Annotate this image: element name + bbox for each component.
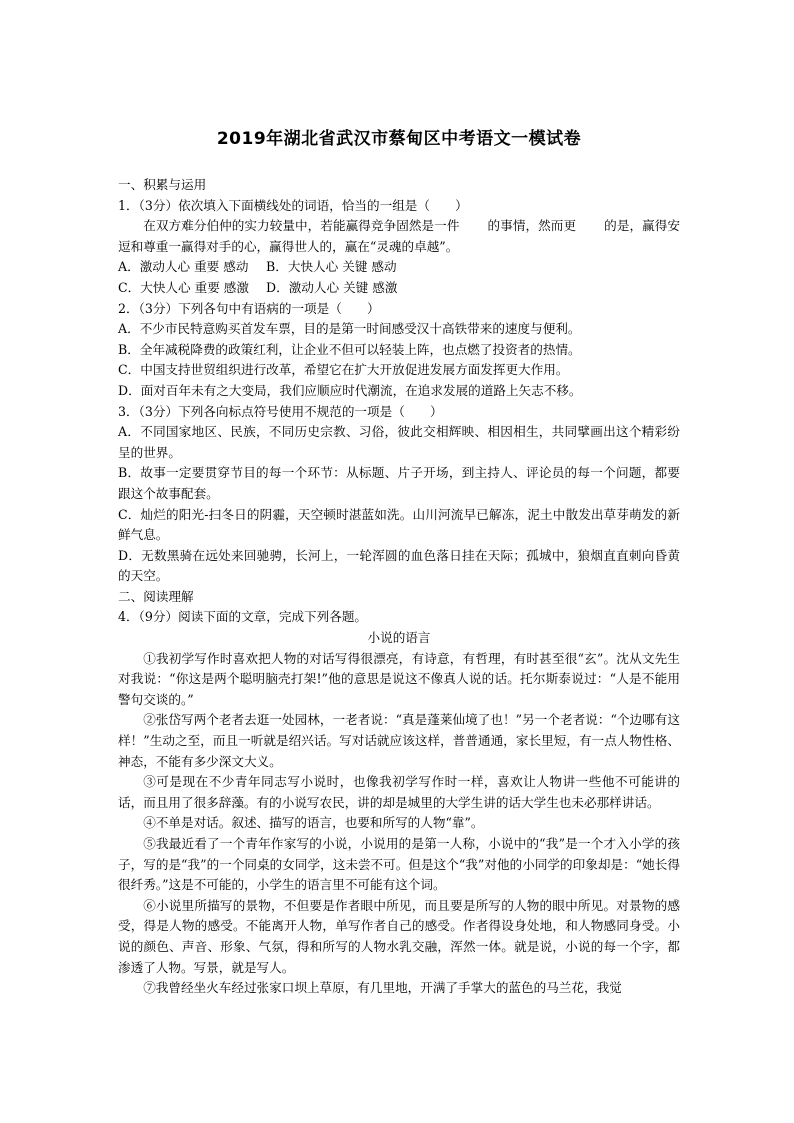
question-4-stem: 4．（9分）阅读下面的文章，完成下列各题。	[118, 609, 368, 625]
section-heading-1: 一、积累与运用	[118, 177, 207, 192]
question-1-stem: 1．（3分）依次填入下面横线处的词语，恰当的一组是（ ）	[118, 197, 468, 213]
option-c: C．大快人心 重要 感激	[118, 279, 249, 295]
article-paragraph-4: ④不单是对话。叙述、描写的语言，也要和所写的人物“靠”。	[143, 815, 484, 831]
article-paragraph-5: ⑤我最近看了一个青年作家写的小说，小说用的是第一人称，小说中的“我”是一个才入小学的孩子，写的是“我”的一个同桌的女同学，这未尝不可。但是这个“我”对他的小同学的印象却是：“她长得很纤秀。”这是不可能的，小学生的语言里不可能有这个词。	[118, 836, 680, 893]
question-2-option-d: D．面对百年未有之大变局，我们应顺应时代潮流，在追求发展的道路上矢志不移。	[118, 382, 582, 398]
question-1-passage	[118, 216, 680, 257]
article-paragraph-6: ⑥小说里所描写的景物，不但要是作者眼中所见，而且要是所写的人物的眼中所见。对景物的感受，得是人物的感受。不能离开人物，单写作者自己的感受。作者得设身处地，和人物感同身受。小说的颜色、声音、形象、气氛，得和所写的人物水乳交融，浑然一体。就是说，小说的每一个字，都渗透了人物。写景，就是写人。	[118, 897, 680, 975]
question-2-stem: 2．（3分）下列各句中有语病的一项是（ ）	[118, 300, 380, 316]
question-1-options-row-1	[118, 257, 680, 278]
question-3-option-a: A．不同国家地区、民族，不同历史宗教、习俗，彼此交相辉映、相因相生，共同擘画出这个精彩纷呈的世界。	[118, 424, 680, 460]
passage-part-2: 的事情，然而更	[487, 218, 577, 234]
question-2-option-c: C．中国支持世贸组织进行改革，希望它在扩大开放促进发展方面发挥更大作用。	[118, 362, 569, 378]
question-2-option-a: A．不少市民特意购买首发车票，目的是第一时间感受汉十高铁带来的速度与便利。	[118, 321, 581, 337]
question-3-option-b: B．故事一定要贯穿节目的每一个环节：从标题、片子开场，到主持人、评论员的每一个问题，都要跟这个故事配套。	[118, 465, 680, 501]
question-1-options-row-2	[118, 278, 680, 299]
question-2-option-b: B．全年减税降费的政策红利，让企业不但可以轻装上阵，也点燃了投资者的热情。	[118, 341, 581, 357]
article-paragraph-3: ③可是现在不少青年同志写小说时，也像我初学写作时一样，喜欢让人物讲一些他不可能讲的话，而且用了很多辞藻。有的小说写农民，讲的却是城里的大学生讲的话大学生也未必那样讲话。	[118, 774, 680, 810]
question-3-option-c: C．灿烂的阳光-扫冬日的阴霾，天空顿时湛蓝如洗。山川河流早已解冻，泥土中散发出草芽萌发的新鲜气息。	[118, 506, 680, 543]
article-paragraph-1: ①我初学写作时喜欢把人物的对话写得很漂亮，有诗意，有哲理，有时甚至很“玄”。沈从文先生对我说：“你这是两个聪明脑壳打架!”他的意思是说这不像真人说的话。托尔斯泰说过：“人是不能用警句交谈的。”	[118, 650, 680, 707]
section-heading-2: 二、阅读理解	[118, 588, 194, 604]
page-title: 2019年湖北省武汉市蔡甸区中考语文一模试卷	[216, 129, 582, 149]
question-3-stem: 3．（3分）下列各向标点符号使用不规范的一项是（ ）	[118, 403, 443, 419]
article-paragraph-7: ⑦我曾经坐火车经过张家口坝上草原，有几里地，开满了手掌大的蓝色的马兰花，我觉	[143, 980, 622, 996]
document-body	[118, 175, 680, 999]
article-paragraph-2: ②张岱写两个老者去逛一处园林，一老者说：“真是蓬莱仙境了也！”另一个老者说：“个边哪有这样！”生动之至，而且一听就是绍兴话。写对话就应该这样，普普通通，家长里短，有一点人物性格、神态，不能有多少深文大义。	[118, 712, 680, 769]
option-d: D．激动人心 关键 感激	[266, 279, 398, 295]
article-title: 小说的语言	[367, 630, 431, 646]
option-a: A．激动人心 重要 感动	[118, 259, 249, 275]
option-b: B．大快人心 关键 感动	[266, 259, 397, 275]
question-3-option-d: D．无数黑骑在远处来回驰骋，长河上，一轮浑圆的血色落日挂在天际；孤城中，狼烟直直刺向昏黄的天空。	[118, 547, 680, 584]
passage-part-3: 的是，赢得安逗和尊重一赢得对手的心，赢得世人的，赢在“灵魂的卓越”。	[118, 218, 681, 254]
passage-part-1: 在双方难分伯仲的实力较量中，若能赢得竞争固然是一件	[143, 218, 460, 234]
